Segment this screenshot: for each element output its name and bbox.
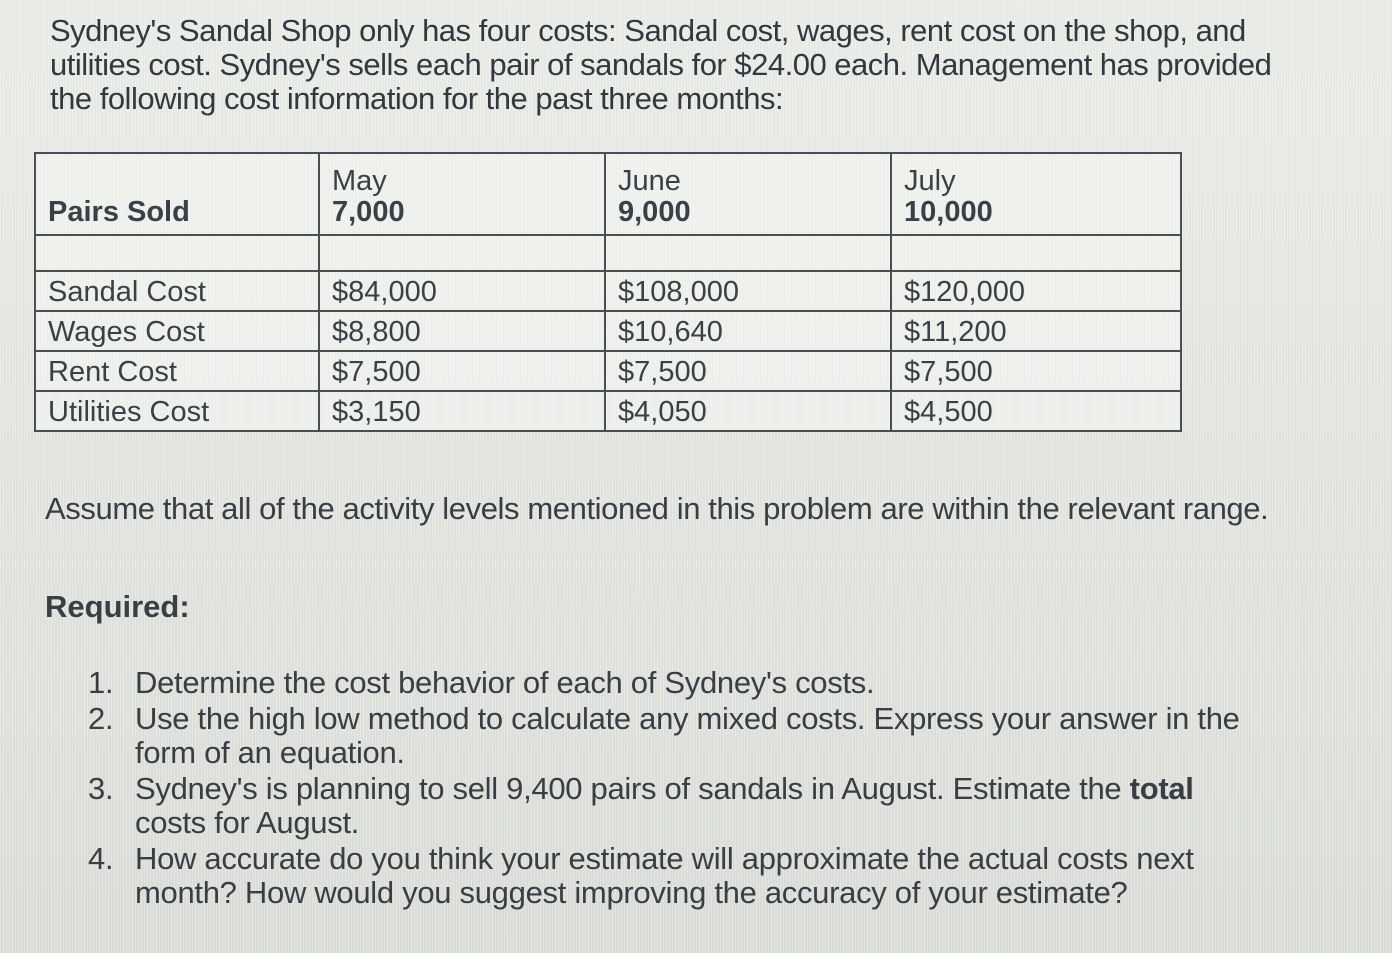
month-name: July (904, 165, 956, 197)
cost-label: Wages Cost (35, 311, 319, 351)
required-heading: Required: (45, 589, 190, 624)
cost-label: Utilities Cost (35, 391, 319, 431)
pairs-sold-header-row (35, 153, 1181, 235)
cost-label: Sandal Cost (35, 271, 319, 311)
requirement-text: How accurate do you think your estimate will approximate the actual costs next month? How would you suggest improving the accuracy of your estimate? (135, 841, 1194, 910)
list-number: 1. (88, 665, 114, 700)
requirement-text: Use the high low method to calculate any mixed costs. Express your answer in the form of an equation. (135, 701, 1240, 770)
month-name: May (332, 165, 387, 197)
list-item (88, 772, 1263, 840)
cost-value: $11,200 (891, 311, 1181, 351)
requirement-emphasis: total (1129, 771, 1194, 806)
table-row-wages-cost (35, 311, 1181, 351)
blank-cell (605, 235, 891, 271)
cost-value: $120,000 (891, 271, 1181, 311)
cost-value: $7,500 (319, 351, 605, 391)
cost-value: $10,640 (605, 311, 891, 351)
pairs-sold-value: 7,000 (332, 196, 405, 228)
month-header-july (891, 153, 1181, 235)
cost-information-table (34, 152, 1182, 432)
pairs-sold-value: 10,000 (904, 196, 993, 228)
list-item (88, 702, 1263, 770)
requirement-text: Determine the cost behavior of each of Sydney's costs. (135, 665, 875, 700)
table-row-utilities-cost (35, 391, 1181, 431)
cost-value: $7,500 (605, 351, 891, 391)
cost-value: $7,500 (891, 351, 1181, 391)
blank-cell (319, 235, 605, 271)
cost-value: $84,000 (319, 271, 605, 311)
list-item (88, 842, 1263, 910)
cost-label: Rent Cost (35, 351, 319, 391)
cost-value: $4,500 (891, 391, 1181, 431)
table-row-sandal-cost (35, 271, 1181, 311)
month-header-may (319, 153, 605, 235)
table-row-rent-cost (35, 351, 1181, 391)
list-item (88, 666, 1263, 700)
blank-cell (35, 235, 319, 271)
requirement-text-end: costs for August. (135, 805, 360, 840)
pairs-sold-value: 9,000 (618, 196, 691, 228)
blank-cell (891, 235, 1181, 271)
cost-value: $4,050 (605, 391, 891, 431)
list-number: 3. (88, 771, 114, 806)
requirement-text-start: Sydney's is planning to sell 9,400 pairs of sandals in August. Estimate the (135, 771, 1130, 806)
requirements-list (88, 666, 1263, 912)
list-number: 2. (88, 701, 114, 736)
pairs-sold-label: Pairs Sold (35, 153, 319, 235)
cost-value: $8,800 (319, 311, 605, 351)
blank-table-row (35, 235, 1181, 271)
relevant-range-assumption: Assume that all of the activity levels mentioned in this problem are within the relevant range. (45, 491, 1269, 526)
month-name: June (618, 165, 681, 197)
cost-value: $108,000 (605, 271, 891, 311)
problem-intro: Sydney's Sandal Shop only has four costs: Sandal cost, wages, rent cost on the shop, and utilities cost. Sydney's sells each pair of sandals for $24.00 each. Management has provided the following cost information for the past three months: (50, 13, 1272, 116)
list-number: 4. (88, 841, 114, 876)
month-header-june (605, 153, 891, 235)
cost-value: $3,150 (319, 391, 605, 431)
